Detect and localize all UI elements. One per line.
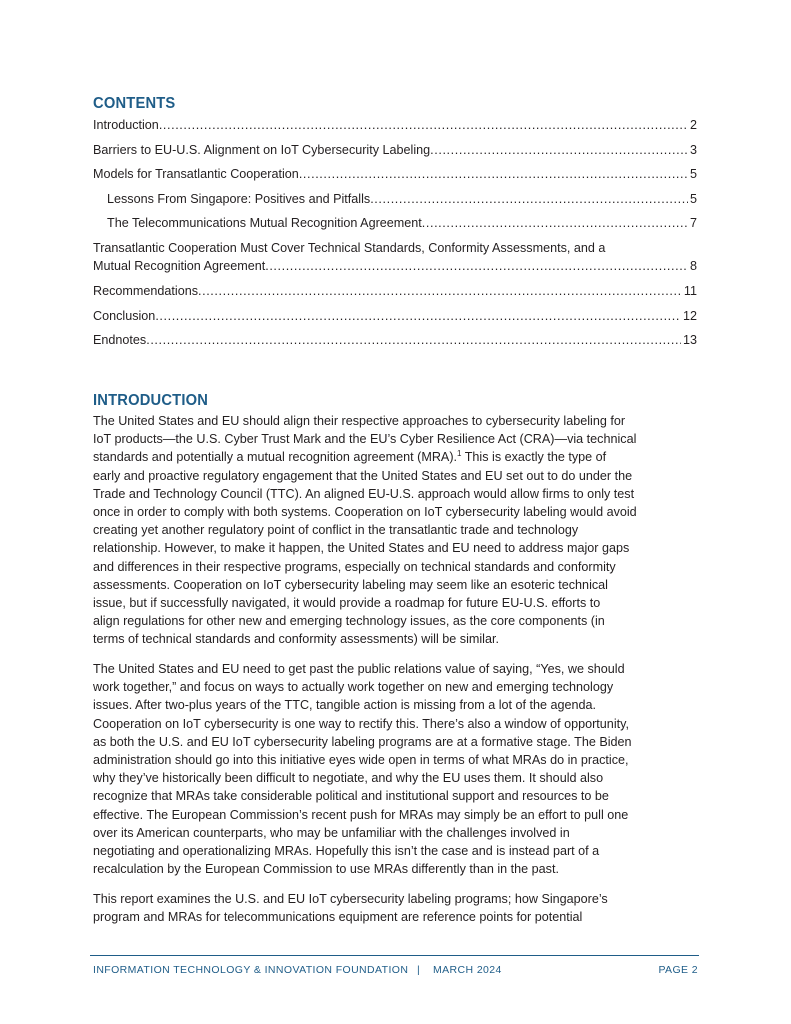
introduction-paragraph-1: The United States and EU should align their respective approaches to cybersecurity labeling for IoT products—the U.S. Cyber Trust Mark and the EU’s Cyber Resilience Act (CRA)—via technical standards and potentially a mutual recognition agreement (MRA).$^1$ This is exactly the type of early and proactive regulatory engagement that the United States and EU set out to do under the Trade and Technology Council (TTC). An aligned EU-U.S. approach would allow firms to only test once in order to comply with both systems. Cooperation on IoT cybersecurity labeling would avoid creating yet another regulatory point of conflict in the transatlantic trade and technology relationship. However, to make it happen, the United States and EU need to address major gaps and differences in their respective programs, especially on technical standards and conformity assessments. Cooperation on IoT cybersecurity labeling may seem like an esoteric technical issue, but if successfully navigated, it would provide a roadmap for future EU-U.S. efforts to align regulations for other new and emerging technology issues, as the core components (in terms of technical standards and conformity assessments) will be similar. [93, 414, 637, 647]
toc-entry-endnotes[interactable]: Endnotes ..... 13 [93, 331, 697, 349]
introduction-paragraph-2: The United States and EU need to get past the public relations value of saying, “Yes, we should work together,” and focus on ways to actually work together on new and emerging technology issues. After two-plus years of the TTC, tangible action is missing from a lot of the agenda. Cooperation on IoT cybersecurity is one way to rectify this. There’s also a window of opportunity, as both the U.S. and EU IoT cybersecurity labeling programs are at a formative stage. The Biden administration should go into this initiative eyes wide open in terms of what MRAs do in practice, why they’ve historically been difficult to negotiate, and why the EU uses them. It should also recognize that MRAs take considerable political and institutional support and resources to be effective. The European Commission’s recent push for MRAs may simply be an effort to pull one over its American counterparts, who may be unfamiliar with the challenges involved in negotiating and operationalizing MRAs. Hopefully this isn’t the case and is instead part of a recalculation by the European Commission to use MRAs differently than in the past. [93, 662, 632, 877]
footer-organization: INFORMATION TECHNOLOGY & INNOVATION FOUNDATION [93, 964, 409, 976]
toc-entry-conclusion[interactable]: Conclusion ..... 12 [93, 307, 697, 325]
footer-date: MARCH 2024 [433, 964, 502, 976]
toc-entry-transatlantic[interactable]: Transatlantic Cooperation Must Cover Technical Standards, Conformity Assessments, and a Mutual Recognition Agreement ..... 8 [93, 239, 697, 275]
footer-page-number: PAGE 2 [658, 964, 698, 976]
toc-entry-introduction[interactable]: Introduction ..... 2 [93, 116, 697, 134]
footer-separator: | [417, 964, 421, 976]
toc-entry-telecom-mra[interactable]: The Telecommunications Mutual Recognition Agreement ..... 7 [107, 214, 697, 232]
toc-entry-models[interactable]: Models for Transatlantic Cooperation ..... 5 [93, 165, 697, 183]
contents-heading: CONTENTS [93, 95, 176, 112]
introduction-heading: INTRODUCTION [93, 392, 209, 409]
toc-entry-recommendations[interactable]: Recommendations ..... 11 [93, 282, 697, 300]
introduction-paragraph-3: This report examines the U.S. and EU IoT cybersecurity labeling programs; how Singapore’s program and MRAs for telecommunications equipment are reference points for potential [93, 892, 608, 925]
footer-divider [90, 955, 699, 956]
endnote-ref-1[interactable]: 1 [457, 449, 462, 459]
toc-entry-barriers[interactable]: Barriers to EU-U.S. Alignment on IoT Cybersecurity Labeling ..... 3 [93, 141, 697, 159]
toc-entry-singapore[interactable]: Lessons From Singapore: Positives and Pitfalls ..... 5 [107, 190, 697, 208]
